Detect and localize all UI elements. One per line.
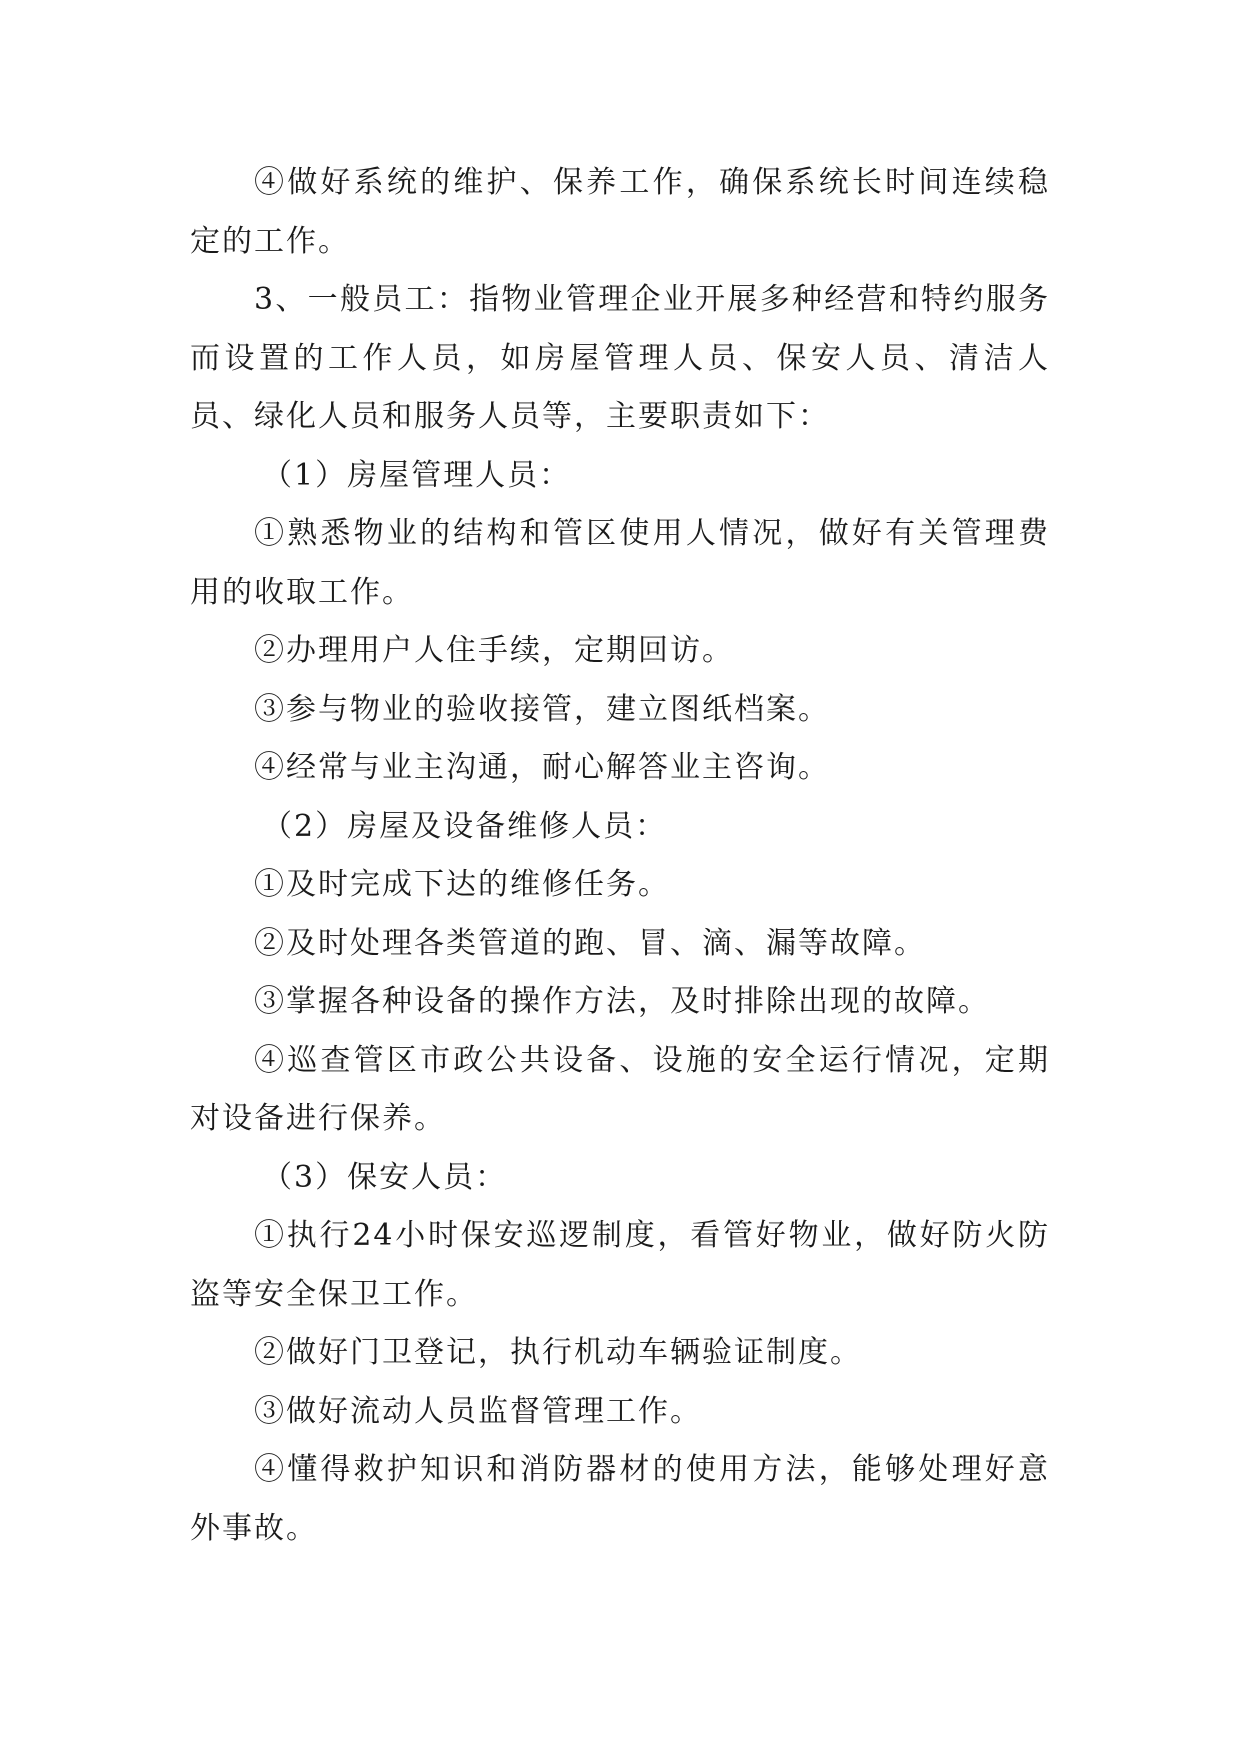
subheading-housing-management: （1）房屋管理人员： (262, 457, 572, 493)
list-item: ①熟悉物业的结构和管区使用人情况，做好有关管理费用的收取工作。 (190, 516, 1050, 610)
list-item: ②做好门卫登记，执行机动车辆验证制度。 (254, 1335, 862, 1370)
subheading-security-staff: （3）保安人员： (262, 1159, 508, 1195)
paragraph-maintenance-duty: ④做好系统的维护、保养工作，确保系统长时间连续稳定的工作。 (190, 165, 1050, 259)
list-item: ④懂得救护知识和消防器材的使用方法，能够处理好意外事故。 (190, 1452, 1050, 1546)
list-item: ③掌握各种设备的操作方法，及时排除出现的故障。 (254, 984, 990, 1019)
paragraph-general-staff: 3、一般员工：指物业管理企业开展多种经营和特约服务而设置的工作人员，如房屋管理人员、保安人员、清洁人员、绿化人员和服务人员等，主要职责如下： (190, 282, 1050, 434)
list-item: ②及时处理各类管道的跑、冒、滴、漏等故障。 (254, 925, 926, 961)
subheading-repair-staff: （2）房屋及设备维修人员： (262, 808, 668, 844)
list-item: ②办理用户人住手续，定期回访。 (254, 633, 734, 668)
document-body (190, 154, 1050, 1558)
list-item: ④经常与业主沟通，耐心解答业主咨询。 (254, 750, 830, 785)
list-item: ④巡查管区市政公共设备、设施的安全运行情况，定期对设备进行保养。 (190, 1042, 1050, 1136)
list-item: ①及时完成下达的维修任务。 (254, 867, 670, 902)
list-item: ③做好流动人员监督管理工作。 (254, 1393, 702, 1429)
list-item: ③参与物业的验收接管，建立图纸档案。 (254, 691, 830, 727)
list-item: ①执行24小时保安巡逻制度，看管好物业，做好防火防盗等安全保卫工作。 (190, 1218, 1050, 1312)
